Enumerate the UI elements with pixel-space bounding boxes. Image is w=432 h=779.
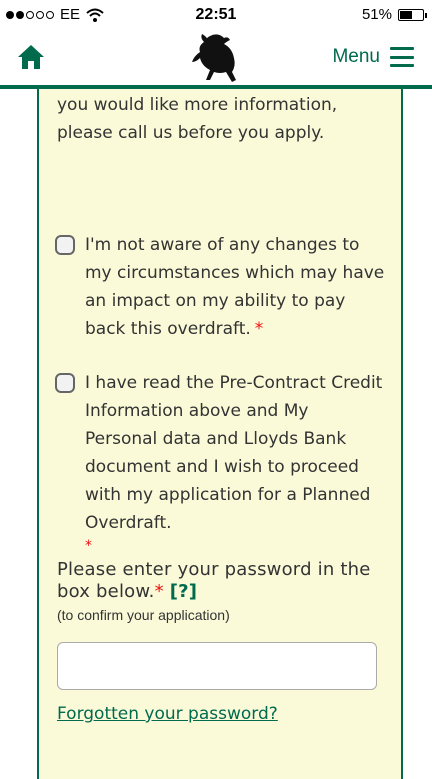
password-help-link[interactable]: [?] <box>169 581 198 602</box>
circumstances-checkbox-row[interactable] <box>55 231 390 343</box>
password-title: Please enter your password in the box below.* [?] <box>57 559 371 602</box>
forgotten-password-link[interactable]: Forgotten your password? <box>57 704 278 724</box>
menu-button[interactable] <box>332 46 414 68</box>
status-bar <box>0 0 432 30</box>
password-input[interactable] <box>57 642 377 690</box>
battery-icon <box>398 9 424 21</box>
intro-text: you would like more information, please call us before you apply. <box>57 95 338 143</box>
declaration-checkbox-row[interactable] <box>55 369 390 555</box>
circumstances-label: I'm not aware of any changes to my circumstances which may have an impact on my ability to pay back this overdraft. * <box>85 235 385 339</box>
hamburger-icon <box>390 47 414 67</box>
app-header <box>0 30 432 89</box>
required-marker: * <box>154 581 164 602</box>
clock: 22:51 <box>195 6 237 23</box>
home-icon[interactable] <box>16 43 46 71</box>
black-horse-logo[interactable] <box>188 32 246 84</box>
required-marker: * <box>85 538 92 554</box>
declaration-checkbox[interactable] <box>55 373 75 393</box>
status-right <box>362 6 424 23</box>
required-marker: * <box>254 319 264 339</box>
application-panel <box>37 89 403 779</box>
password-subtitle: (to confirm your application) <box>57 607 230 623</box>
circumstances-checkbox[interactable] <box>55 235 75 255</box>
battery-percent: 51% <box>361 6 392 23</box>
declaration-label: I have read the Pre-Contract Credit Information above and My Personal data and Lloyds Bank document and I wish to proceed with my application for a Planned Overdraft. * <box>85 369 385 555</box>
carrier-label: EE <box>60 6 81 23</box>
menu-label: Menu <box>332 46 380 67</box>
